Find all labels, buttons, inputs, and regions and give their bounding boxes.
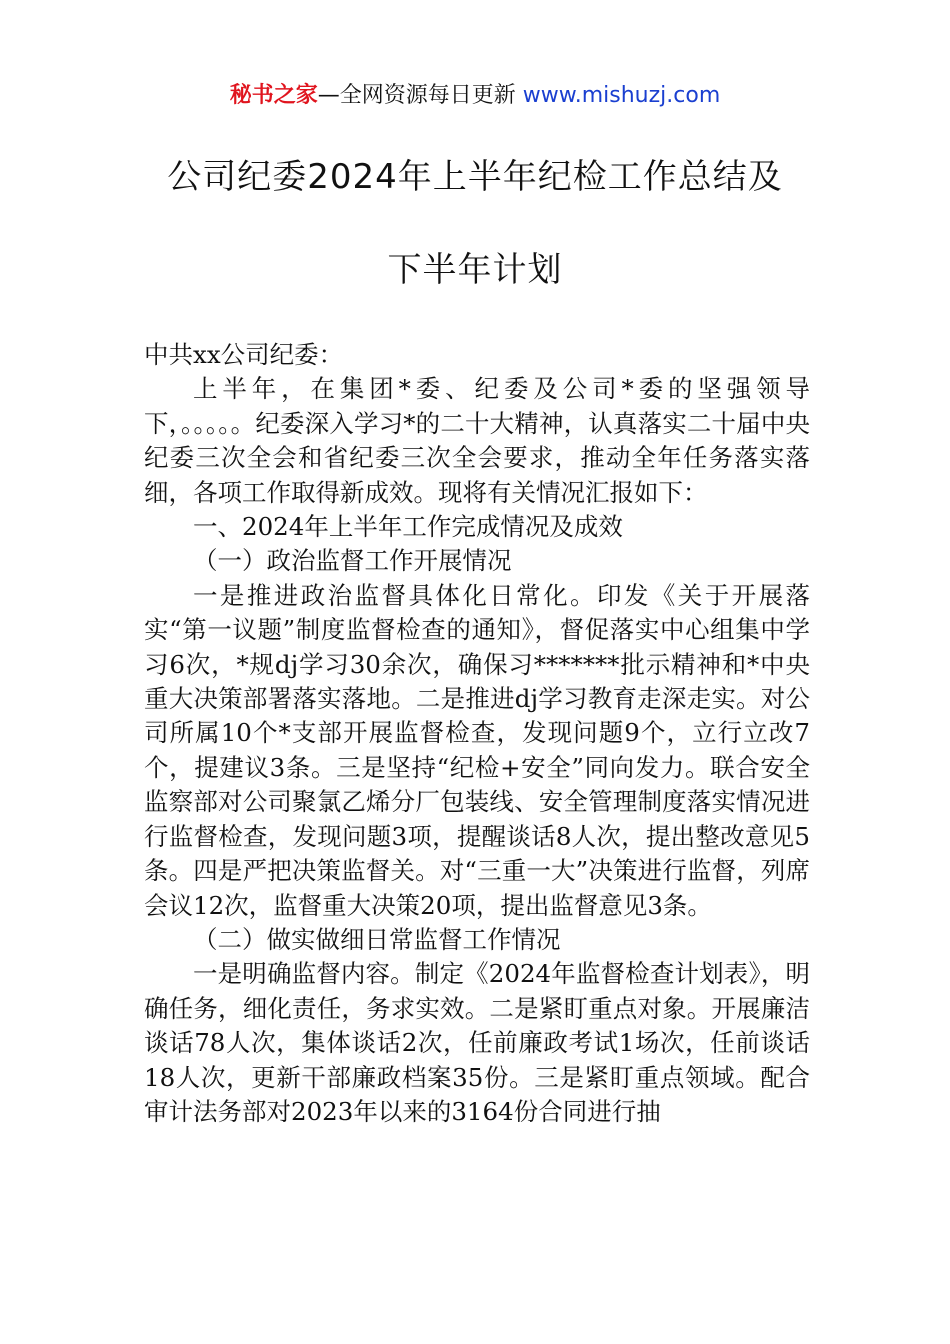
site-brand: 秘书之家 bbox=[229, 83, 318, 108]
site-header bbox=[0, 80, 950, 112]
intro-paragraph: 上半年，在集团*委、纪委及公司*委的坚强领导下，。。。。。纪委深入学习*的二十大精神，认真落实二十届中央纪委三次全会和省纪委三次全会要求，推动全年任务落实落细，各项工作取得新成效。现将有关情况汇报如下： bbox=[144, 374, 810, 507]
document-title-line-2: 下半年计划 bbox=[387, 250, 563, 290]
subsection-2-paragraph: 一是明确监督内容。制定《2024年监督检查计划表》，明确任务，细化责任，务求实效。二是紧盯重点对象。开展廉洁谈话78人次，集体谈话2次，任前廉政考试1场次，任前谈话18人次，更新干部廉政档案35份。三是紧盯重点领域。配合审计法务部对2023年以来的3164份合同进行抽 bbox=[144, 959, 810, 1126]
site-url-link[interactable]: www.mishuzj.com bbox=[522, 83, 721, 108]
subsection-1-heading: （一）政治监督工作开展情况 bbox=[193, 546, 512, 576]
document-body bbox=[144, 338, 810, 1129]
subsection-1-paragraph: 一是推进政治监督具体化日常化。印发《关于开展落实“第一议题”制度监督检查的通知》，督促落实中心组集中学习6次，*规dj学习30余次，确保习*******批示精神和*中央重大决策部署落实落地。二是推进dj学习教育走深走实。对公司所属10个*支部开展监督检查，发现问题9个，立行立改7个，提建议3条。三是坚持“纪检+安全”同向发力。联合安全监察部对公司聚氯乙烯分厂包装线、安全管理制度落实情况进行监督检查，发现问题3项，提醒谈话8人次，提出整改意见5条。四是严把决策监督关。对“三重一大”决策进行监督，列席会议12次，监督重大决策20项，提出监督意见3条。 bbox=[144, 580, 810, 920]
site-slogan: —全网资源每日更新 bbox=[317, 83, 516, 108]
salutation: 中共xx公司纪委： bbox=[144, 340, 344, 369]
document-title-line-1: 公司纪委2024年上半年纪检工作总结及 bbox=[167, 157, 783, 197]
section-1-heading: 一、2024年上半年工作完成情况及成效 bbox=[193, 512, 623, 542]
subsection-2-heading: （二）做实做细日常监督工作情况 bbox=[193, 924, 561, 954]
